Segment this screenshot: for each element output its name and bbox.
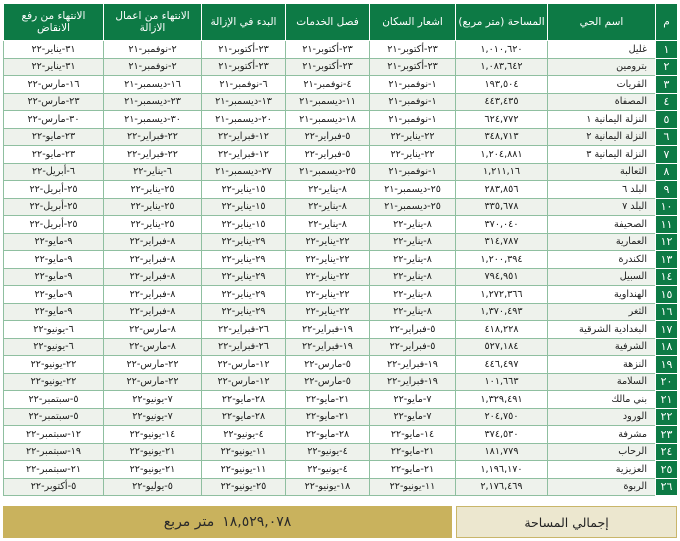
cell-district: الربوة (548, 478, 656, 496)
cell-end-removal: ٨-فبراير-٢٢ (104, 303, 202, 321)
cell-end-debris: ٢٥-أبريل-٢٢ (4, 181, 104, 199)
cell-cut: ٢٥-ديسمبر-٢١ (286, 163, 370, 181)
cell-cut: ٢٢-يناير-٢٢ (286, 233, 370, 251)
cell-start: ٢٩-يناير-٢٢ (202, 251, 286, 269)
cell-num: ٢٢ (656, 408, 678, 426)
districts-table-container (3, 3, 677, 496)
cell-area: ١,١٩٦,١٧٠ (456, 461, 548, 479)
cell-district: غليل (548, 41, 656, 59)
cell-end-debris: ٩-مايو-٢٢ (4, 233, 104, 251)
cell-end-removal: ٥-يوليو-٢٢ (104, 478, 202, 496)
cell-start: ٢٣-أكتوبر-٢١ (202, 58, 286, 76)
cell-cut: ٤-يونيو-٢٢ (286, 461, 370, 479)
cell-district: الصحيفة (548, 216, 656, 234)
cell-area: ٣١٤,٧٨٧ (456, 233, 548, 251)
table-row (4, 373, 678, 391)
cell-start: ١٢-فبراير-٢٢ (202, 128, 286, 146)
cell-start: ٢٠-ديسمبر-٢١ (202, 111, 286, 129)
cell-area: ١,٢١١,١٦ (456, 163, 548, 181)
header-end-debris: الانتهاء من رفع الانقاض (4, 4, 104, 41)
cell-start: ٢٦-فبراير-٢٢ (202, 338, 286, 356)
cell-end-debris: ٢١-سبتمبر-٢٢ (4, 461, 104, 479)
header-district: اسم الحي (548, 4, 656, 41)
cell-district: النزلة اليمانية ١ (548, 111, 656, 129)
cell-district: الثعالبة (548, 163, 656, 181)
cell-end-debris: ١٦-مارس-٢٢ (4, 76, 104, 94)
table-row (4, 391, 678, 409)
cell-notify: ١-نوفمبر-٢١ (370, 93, 456, 111)
cell-notify: ٢١-مايو-٢٢ (370, 461, 456, 479)
cell-num: ٦ (656, 128, 678, 146)
cell-cut: ٥-فبراير-٢٢ (286, 128, 370, 146)
table-row (4, 128, 678, 146)
table-header-row (4, 4, 678, 41)
cell-cut: ١٨-يونيو-٢٢ (286, 478, 370, 496)
cell-num: ١٨ (656, 338, 678, 356)
cell-end-debris: ٥-سبتمبر-٢٢ (4, 408, 104, 426)
cell-area: ١٨١,٧٧٩ (456, 443, 548, 461)
cell-district: القريات (548, 76, 656, 94)
cell-cut: ٢٣-أكتوبر-٢١ (286, 58, 370, 76)
cell-end-debris: ٦-يونيو-٢٢ (4, 321, 104, 339)
cell-district: البلد ٧ (548, 198, 656, 216)
cell-notify: ٨-يناير-٢٢ (370, 233, 456, 251)
table-row (4, 303, 678, 321)
cell-notify: ١٤-مايو-٢٢ (370, 426, 456, 444)
table-row (4, 163, 678, 181)
cell-district: الكندرة (548, 251, 656, 269)
cell-notify: ١٩-فبراير-٢٢ (370, 373, 456, 391)
cell-end-removal: ٢-نوفمبر-٢١ (104, 58, 202, 76)
cell-num: ١٧ (656, 321, 678, 339)
cell-cut: ٢٢-يناير-٢٢ (286, 303, 370, 321)
cell-num: ٢٦ (656, 478, 678, 496)
cell-end-debris: ٢٣-مارس-٢٢ (4, 93, 104, 111)
cell-area: ٣٣٥,٦٧٨ (456, 198, 548, 216)
cell-area: ١,٣٢٩,٤٩١ (456, 391, 548, 409)
cell-cut: ٢٣-أكتوبر-٢١ (286, 41, 370, 59)
table-row (4, 41, 678, 59)
cell-district: المصفاة (548, 93, 656, 111)
cell-end-debris: ٦-أبريل-٢٢ (4, 163, 104, 181)
cell-notify: ٨-يناير-٢٢ (370, 216, 456, 234)
cell-num: ٢ (656, 58, 678, 76)
districts-schedule-table (3, 3, 678, 496)
cell-end-debris: ٢٣-مايو-٢٢ (4, 128, 104, 146)
cell-num: ١٢ (656, 233, 678, 251)
cell-start: ٢٦-فبراير-٢٢ (202, 321, 286, 339)
cell-end-debris: ٣١-يناير-٢٢ (4, 58, 104, 76)
cell-district: مشرفة (548, 426, 656, 444)
cell-num: ٣ (656, 76, 678, 94)
cell-area: ١,٢٠٠,٣٩٤ (456, 251, 548, 269)
cell-end-removal: ٧-يونيو-٢٢ (104, 408, 202, 426)
table-row (4, 198, 678, 216)
total-area-unit: متر مربع (163, 514, 215, 530)
cell-end-debris: ٢٢-يونيو-٢٢ (4, 356, 104, 374)
cell-notify: ٢٣-أكتوبر-٢١ (370, 58, 456, 76)
cell-start: ١٥-يناير-٢٢ (202, 181, 286, 199)
cell-notify: ٢٢-يناير-٢٢ (370, 128, 456, 146)
cell-start: ٢٨-مايو-٢٢ (202, 408, 286, 426)
table-body (4, 41, 678, 496)
cell-start: ١١-يونيو-٢٢ (202, 443, 286, 461)
cell-start: ١١-يونيو-٢٢ (202, 461, 286, 479)
cell-start: ٢٧-ديسمبر-٢١ (202, 163, 286, 181)
cell-start: ٢٩-يناير-٢٢ (202, 233, 286, 251)
cell-start: ١٣-ديسمبر-٢١ (202, 93, 286, 111)
cell-area: ١,٠١٠,٦٢٠ (456, 41, 548, 59)
cell-notify: ١-نوفمبر-٢١ (370, 163, 456, 181)
cell-num: ١٠ (656, 198, 678, 216)
cell-start: ٤-يونيو-٢٢ (202, 426, 286, 444)
table-row (4, 461, 678, 479)
cell-notify: ٨-يناير-٢٢ (370, 303, 456, 321)
total-area-value: ١٨,٥٢٩,٠٧٨ (222, 514, 292, 530)
table-row (4, 356, 678, 374)
cell-start: ٢٥-يونيو-٢٢ (202, 478, 286, 496)
cell-district: الرحاب (548, 443, 656, 461)
cell-end-debris: ١٢-سبتمبر-٢٢ (4, 426, 104, 444)
table-row (4, 251, 678, 269)
cell-notify: ٢٥-ديسمبر-٢١ (370, 198, 456, 216)
cell-num: ٩ (656, 181, 678, 199)
cell-area: ١٩٣,٥٠٤ (456, 76, 548, 94)
cell-end-debris: ٢٢-يونيو-٢٢ (4, 373, 104, 391)
cell-num: ٢١ (656, 391, 678, 409)
table-row (4, 233, 678, 251)
cell-area: ٧٩٤,٩٥١ (456, 268, 548, 286)
table-row (4, 58, 678, 76)
cell-cut: ١١-ديسمبر-٢١ (286, 93, 370, 111)
cell-district: الشرفية (548, 338, 656, 356)
cell-end-debris: ٦-يونيو-٢٢ (4, 338, 104, 356)
cell-cut: ٨-يناير-٢٢ (286, 181, 370, 199)
cell-end-debris: ٥-سبتمبر-٢٢ (4, 391, 104, 409)
cell-area: ١,٢٠٤,٨٨١ (456, 146, 548, 164)
cell-district: النزهة (548, 356, 656, 374)
cell-cut: ٨-يناير-٢٢ (286, 198, 370, 216)
cell-end-removal: ٢٢-فبراير-٢٢ (104, 128, 202, 146)
cell-district: الهنداوية (548, 286, 656, 304)
cell-area: ٦٢٤,٧٧٢ (456, 111, 548, 129)
cell-end-removal: ٨-فبراير-٢٢ (104, 233, 202, 251)
cell-end-removal: ٢١-يونيو-٢٢ (104, 461, 202, 479)
cell-area: ٢٠٤,٧٥٠ (456, 408, 548, 426)
table-row (4, 338, 678, 356)
cell-notify: ٨-يناير-٢٢ (370, 286, 456, 304)
cell-area: ٢٨٣,٨٥٦ (456, 181, 548, 199)
cell-cut: ٥-مارس-٢٢ (286, 373, 370, 391)
cell-num: ٢٠ (656, 373, 678, 391)
cell-district: البغدادية الشرقية (548, 321, 656, 339)
cell-cut: ١٨-ديسمبر-٢١ (286, 111, 370, 129)
total-area-label: إجمالي المساحة (456, 506, 677, 538)
cell-num: ٤ (656, 93, 678, 111)
header-start: البدء في الإزالة (202, 4, 286, 41)
cell-start: ١٥-يناير-٢٢ (202, 198, 286, 216)
table-row (4, 478, 678, 496)
cell-district: الورود (548, 408, 656, 426)
table-row (4, 216, 678, 234)
cell-end-removal: ٢٥-يناير-٢٢ (104, 198, 202, 216)
cell-num: ١١ (656, 216, 678, 234)
cell-notify: ٢١-مايو-٢٢ (370, 443, 456, 461)
total-area-bar (3, 506, 677, 538)
cell-area: ٣٧٤,٥٣٠ (456, 426, 548, 444)
cell-num: ١٥ (656, 286, 678, 304)
cell-start: ٢٩-يناير-٢٢ (202, 286, 286, 304)
cell-start: ٢٣-أكتوبر-٢١ (202, 41, 286, 59)
cell-end-removal: ١٤-يونيو-٢٢ (104, 426, 202, 444)
cell-notify: ١٩-فبراير-٢٢ (370, 356, 456, 374)
cell-num: ٢٣ (656, 426, 678, 444)
table-row (4, 426, 678, 444)
header-num: م (656, 4, 678, 41)
cell-start: ٢٩-يناير-٢٢ (202, 303, 286, 321)
cell-end-removal: ٣٠-ديسمبر-٢١ (104, 111, 202, 129)
cell-num: ٧ (656, 146, 678, 164)
cell-end-removal: ٢٥-يناير-٢٢ (104, 216, 202, 234)
cell-end-removal: ٨-مارس-٢٢ (104, 338, 202, 356)
cell-area: ٣٤٨,٧١٣ (456, 128, 548, 146)
cell-cut: ٤-يونيو-٢٢ (286, 443, 370, 461)
cell-notify: ٨-يناير-٢٢ (370, 268, 456, 286)
cell-end-debris: ٩-مايو-٢٢ (4, 268, 104, 286)
cell-notify: ٧-مايو-٢٢ (370, 408, 456, 426)
cell-area: ١,٠٨٣,٦٤٢ (456, 58, 548, 76)
cell-end-removal: ١٦-ديسمبر-٢١ (104, 76, 202, 94)
cell-end-debris: ٢٥-أبريل-٢٢ (4, 216, 104, 234)
cell-area: ٤١٨,٢٢٨ (456, 321, 548, 339)
cell-cut: ١٩-فبراير-٢٢ (286, 338, 370, 356)
cell-end-debris: ٥-أكتوبر-٢٢ (4, 478, 104, 496)
cell-notify: ١١-يونيو-٢٢ (370, 478, 456, 496)
cell-notify: ٧-مايو-٢٢ (370, 391, 456, 409)
cell-area: ١,٣٧٠,٤٩٣ (456, 303, 548, 321)
cell-num: ١٤ (656, 268, 678, 286)
cell-end-debris: ٩-مايو-٢٢ (4, 286, 104, 304)
cell-num: ١٩ (656, 356, 678, 374)
cell-num: ٨ (656, 163, 678, 181)
header-cut: فصل الخدمات (286, 4, 370, 41)
cell-notify: ٢٣-أكتوبر-٢١ (370, 41, 456, 59)
table-row (4, 321, 678, 339)
cell-notify: ١-نوفمبر-٢١ (370, 76, 456, 94)
cell-start: ١٥-يناير-٢٢ (202, 216, 286, 234)
cell-area: ١,٢٧٢,٣٦٦ (456, 286, 548, 304)
cell-cut: ٢٢-يناير-٢٢ (286, 286, 370, 304)
cell-cut: ٢١-مايو-٢٢ (286, 408, 370, 426)
cell-district: البلد ٦ (548, 181, 656, 199)
cell-num: ٥ (656, 111, 678, 129)
table-row (4, 93, 678, 111)
cell-notify: ١-نوفمبر-٢١ (370, 111, 456, 129)
cell-cut: ٥-فبراير-٢٢ (286, 146, 370, 164)
cell-cut: ٢٢-يناير-٢٢ (286, 251, 370, 269)
cell-num: ٢٤ (656, 443, 678, 461)
cell-end-removal: ٦-يناير-٢٢ (104, 163, 202, 181)
cell-cut: ١٩-فبراير-٢٢ (286, 321, 370, 339)
cell-end-debris: ٩-مايو-٢٢ (4, 251, 104, 269)
cell-notify: ٥-فبراير-٢٢ (370, 338, 456, 356)
cell-num: ١ (656, 41, 678, 59)
cell-cut: ٢٨-مايو-٢٢ (286, 426, 370, 444)
cell-end-debris: ٢٣-مايو-٢٢ (4, 146, 104, 164)
cell-area: ٣٧٠,٠٤٠ (456, 216, 548, 234)
cell-end-removal: ٢١-يونيو-٢٢ (104, 443, 202, 461)
cell-start: ١٢-مارس-٢٢ (202, 356, 286, 374)
cell-end-removal: ٧-يونيو-٢٢ (104, 391, 202, 409)
cell-area: ٤٤٣,٤٣٥ (456, 93, 548, 111)
cell-start: ١٢-فبراير-٢٢ (202, 146, 286, 164)
cell-end-debris: ٢٥-أبريل-٢٢ (4, 198, 104, 216)
cell-notify: ٥-فبراير-٢٢ (370, 321, 456, 339)
cell-num: ١٣ (656, 251, 678, 269)
cell-notify: ٢٢-يناير-٢٢ (370, 146, 456, 164)
table-row (4, 146, 678, 164)
cell-district: العزيزية (548, 461, 656, 479)
cell-end-removal: ٨-مارس-٢٢ (104, 321, 202, 339)
header-area: المساحة (متر مربع) (456, 4, 548, 41)
cell-end-removal: ٢٢-فبراير-٢٢ (104, 146, 202, 164)
cell-district: النزلة اليمانية ٢ (548, 128, 656, 146)
table-row (4, 408, 678, 426)
header-end-removal: الانتهاء من اعمال الازالة (104, 4, 202, 41)
cell-end-debris: ١٩-سبتمبر-٢٢ (4, 443, 104, 461)
table-row (4, 111, 678, 129)
cell-area: ٢,١٧٦,٤٦٩ (456, 478, 548, 496)
cell-end-debris: ٩-مايو-٢٢ (4, 303, 104, 321)
table-row (4, 268, 678, 286)
table-row (4, 181, 678, 199)
cell-num: ١٦ (656, 303, 678, 321)
total-area-value-box (3, 506, 452, 538)
cell-cut: ٢١-مايو-٢٢ (286, 391, 370, 409)
cell-notify: ٨-يناير-٢٢ (370, 251, 456, 269)
cell-cut: ٢٢-يناير-٢٢ (286, 268, 370, 286)
table-row (4, 286, 678, 304)
cell-district: الثغر (548, 303, 656, 321)
cell-end-removal: ٢٣-ديسمبر-٢١ (104, 93, 202, 111)
table-row (4, 76, 678, 94)
cell-district: السلامة (548, 373, 656, 391)
cell-end-removal: ٨-فبراير-٢٢ (104, 251, 202, 269)
cell-area: ١٠١,٦٦٣ (456, 373, 548, 391)
cell-end-debris: ٣١-يناير-٢٢ (4, 41, 104, 59)
cell-area: ٤٤٦,٤٩٧ (456, 356, 548, 374)
cell-district: بني مالك (548, 391, 656, 409)
cell-end-removal: ٢٥-يناير-٢٢ (104, 181, 202, 199)
cell-cut: ٨-يناير-٢٢ (286, 216, 370, 234)
cell-start: ٢٨-مايو-٢٢ (202, 391, 286, 409)
cell-end-removal: ٢٢-مارس-٢٢ (104, 356, 202, 374)
cell-start: ٢٩-يناير-٢٢ (202, 268, 286, 286)
cell-district: العمارية (548, 233, 656, 251)
cell-num: ٢٥ (656, 461, 678, 479)
cell-start: ٦-نوفمبر-٢١ (202, 76, 286, 94)
cell-district: النزلة اليمانية ٣ (548, 146, 656, 164)
cell-end-debris: ٣٠-مارس-٢٢ (4, 111, 104, 129)
cell-end-removal: ٨-فبراير-٢٢ (104, 268, 202, 286)
cell-end-removal: ٨-فبراير-٢٢ (104, 286, 202, 304)
cell-cut: ٥-مارس-٢٢ (286, 356, 370, 374)
cell-start: ١٢-مارس-٢٢ (202, 373, 286, 391)
cell-district: السبيل (548, 268, 656, 286)
table-row (4, 443, 678, 461)
cell-end-removal: ٢٢-مارس-٢٢ (104, 373, 202, 391)
cell-area: ٥٢٧,١٨٤ (456, 338, 548, 356)
cell-cut: ٤-نوفمبر-٢١ (286, 76, 370, 94)
header-notify: اشعار السكان (370, 4, 456, 41)
cell-notify: ٢٥-ديسمبر-٢١ (370, 181, 456, 199)
cell-district: بترومين (548, 58, 656, 76)
cell-end-removal: ٢-نوفمبر-٢١ (104, 41, 202, 59)
